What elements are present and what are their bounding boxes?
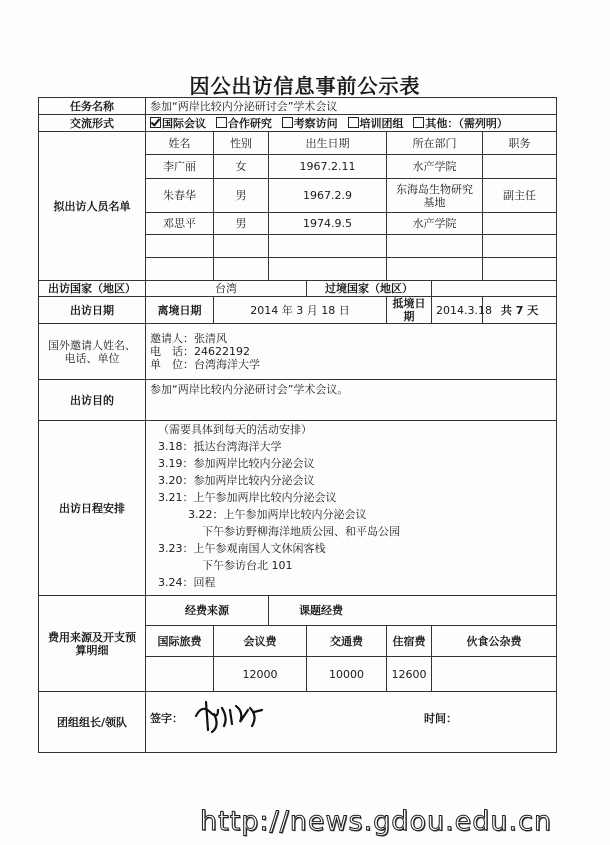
header-name: 姓名	[146, 132, 214, 155]
schedule-label: 出访日程安排	[39, 421, 146, 596]
inviter-name-label: 邀请人：	[150, 332, 194, 345]
budget-transport: 10000	[307, 657, 387, 692]
inviter-phone: 24622192	[194, 345, 250, 358]
destination-label: 出访国家（地区）	[39, 281, 146, 297]
schedule-item: 下午参访台北 101	[202, 559, 293, 572]
watermark-url: http://news.gdou.edu.cn	[200, 806, 553, 837]
depart-label: 离境日期	[146, 297, 214, 324]
schedule-item: 3.21：上午参加两岸比较内分泌会议	[158, 491, 337, 504]
budget-header-conference: 会议费	[214, 626, 307, 657]
schedule-item: 3.19：参加两岸比较内分泌会议	[158, 457, 315, 470]
budget-intl-travel	[146, 657, 214, 692]
option-training-group[interactable]: 培训团组	[348, 117, 404, 130]
destination-value: 台湾	[146, 281, 307, 297]
checkbox-icon	[348, 117, 359, 128]
leader-sign-cell	[146, 692, 557, 753]
transit-value	[432, 281, 557, 297]
budget-label: 费用来源及开支预算明细	[39, 596, 146, 692]
person-title: 副主任	[483, 179, 557, 213]
disclosure-form-table	[38, 97, 557, 753]
time-label: 时间：	[424, 712, 457, 725]
person-dob: 1974.9.5	[269, 213, 387, 235]
duration-value: 共 7 天	[483, 297, 557, 324]
leader-label: 团组组长/领队	[39, 692, 146, 753]
option-other[interactable]: 其他：（需列明）	[413, 117, 508, 130]
person-dept: 水产学院	[387, 213, 483, 235]
budget-conference: 12000	[214, 657, 307, 692]
option-cooperative-research[interactable]: 合作研究	[216, 117, 272, 130]
person-dept: 东海岛生物研究基地	[387, 179, 483, 213]
option-intl-conference[interactable]: 国际会议	[150, 117, 206, 130]
budget-source-label: 经费来源	[146, 596, 269, 626]
budget-source-value: 课题经费	[269, 596, 557, 626]
checkbox-icon	[216, 117, 227, 128]
personnel-label: 拟出访人员名单	[39, 132, 146, 281]
sign-label: 签字：	[150, 712, 183, 725]
schedule-item: 下午参访野柳海洋地质公园、和平岛公园	[202, 525, 400, 538]
header-dob: 出生日期	[269, 132, 387, 155]
inviter-label: 国外邀请人姓名、电话、单位	[39, 324, 146, 380]
depart-value: 2014 年 3 月 18 日	[214, 297, 387, 324]
schedule-item: 3.18：抵达台湾海洋大学	[158, 440, 282, 453]
header-dept: 所在部门	[387, 132, 483, 155]
schedule-item: （需要具体到每天的活动安排）	[158, 423, 312, 436]
budget-header-intl-travel: 国际旅费	[146, 626, 214, 657]
person-name: 朱春华	[146, 179, 214, 213]
budget-header-lodging: 住宿费	[387, 626, 432, 657]
schedule-list	[146, 421, 557, 596]
person-dept: 水产学院	[387, 155, 483, 179]
checkbox-icon	[282, 117, 293, 128]
person-gender: 男	[214, 213, 269, 235]
inviter-org: 台湾海洋大学	[194, 358, 260, 371]
arrive-value: 2014.3.18	[432, 297, 483, 324]
purpose-value: 参加“两岸比较内分泌研讨会”学术会议。	[146, 380, 557, 421]
task-name-label: 任务名称	[39, 98, 146, 115]
task-name-value: 参加“两岸比较内分泌研讨会”学术会议	[146, 98, 557, 115]
exchange-form-label: 交流形式	[39, 115, 146, 132]
dates-label: 出访日期	[39, 297, 146, 324]
person-dob: 1967.2.11	[269, 155, 387, 179]
schedule-item: 3.20：参加两岸比较内分泌会议	[158, 474, 315, 487]
transit-label: 过境国家（地区）	[307, 281, 432, 297]
arrive-label: 抵境日期	[387, 297, 432, 324]
schedule-item: 3.24：回程	[158, 576, 216, 589]
schedule-item: 3.23：上午参观南国人文休闲客栈	[158, 542, 326, 555]
checkbox-icon	[413, 117, 424, 128]
person-title	[483, 213, 557, 235]
person-name: 邓思平	[146, 213, 214, 235]
inviter-phone-label: 电 话：	[150, 345, 194, 358]
budget-meals	[432, 657, 557, 692]
person-gender: 女	[214, 155, 269, 179]
inviter-org-label: 单 位：	[150, 358, 194, 371]
schedule-item: 3.22：上午参加两岸比较内分泌会议	[188, 508, 367, 521]
person-dob: 1967.2.9	[269, 179, 387, 213]
budget-header-meals: 伙食公杂费	[432, 626, 557, 657]
inviter-details	[146, 324, 557, 380]
inviter-name: 张清风	[194, 332, 227, 345]
exchange-options	[146, 115, 557, 132]
page-title: 因公出访信息事前公示表	[189, 74, 421, 98]
header-title: 职务	[483, 132, 557, 155]
option-study-visit[interactable]: 考察访问	[282, 117, 338, 130]
header-gender: 性别	[214, 132, 269, 155]
signature-mark	[192, 696, 272, 736]
checked-box-icon	[150, 117, 161, 128]
purpose-label: 出访目的	[39, 380, 146, 421]
person-title	[483, 155, 557, 179]
budget-lodging: 12600	[387, 657, 432, 692]
person-gender: 男	[214, 179, 269, 213]
budget-header-transport: 交通费	[307, 626, 387, 657]
person-name: 李广丽	[146, 155, 214, 179]
